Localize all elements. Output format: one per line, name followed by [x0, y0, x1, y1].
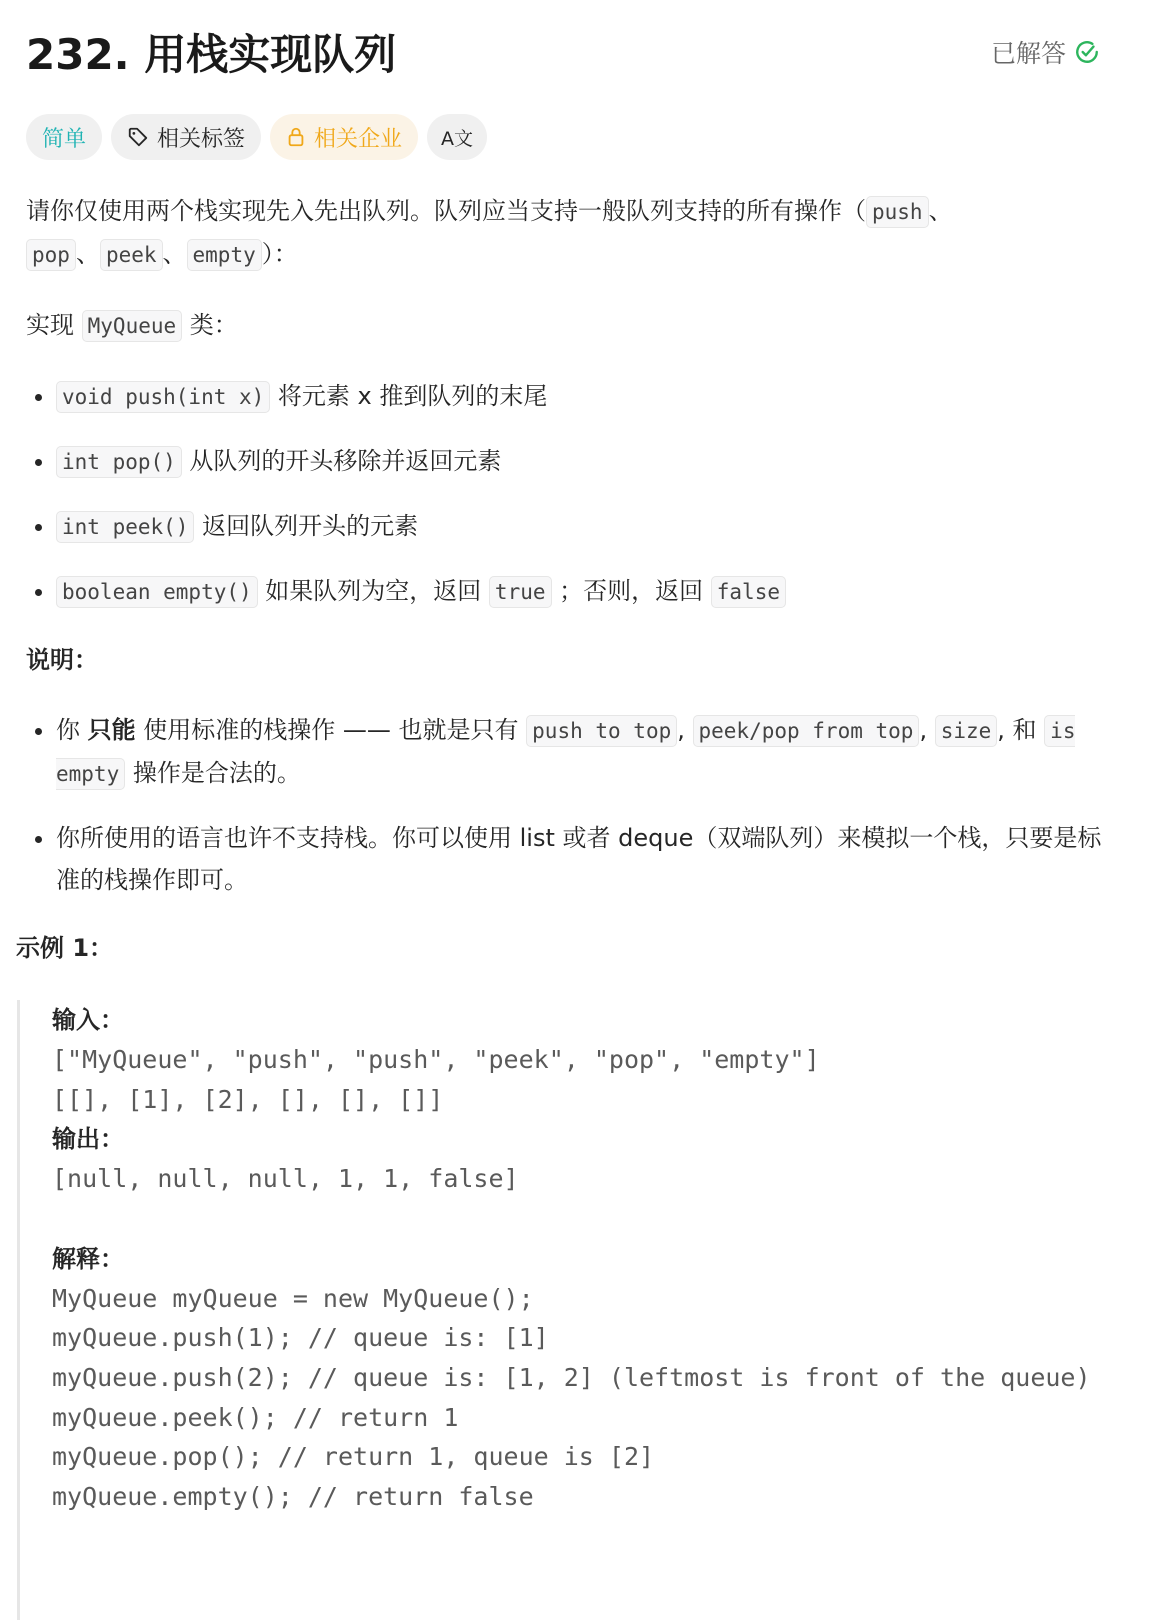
op-pop: pop [26, 239, 76, 271]
method-code: void push(int x) [56, 381, 270, 413]
note-text: , 和 [997, 716, 1045, 744]
note-code: size [935, 715, 998, 747]
solved-status [991, 34, 1100, 70]
example-block [17, 1000, 1127, 1620]
list-item [56, 505, 1106, 548]
list-item [56, 709, 1106, 795]
method-code: int pop() [56, 446, 182, 478]
method-text: 返回队列开头的元素 [194, 512, 419, 540]
note-code: peek/pop from top [693, 715, 920, 747]
method-text: 从队列的开头移除并返回元素 [181, 447, 502, 475]
list-item [56, 440, 1106, 483]
intro-text: 请你仅使用两个栈实现先入先出队列。队列应当支持一般队列支持的所有操作（ [26, 197, 866, 225]
note-text: , [677, 716, 693, 744]
lock-icon [286, 126, 306, 148]
method-code: int peek() [56, 511, 194, 543]
related-companies-label: 相关企业 [314, 126, 403, 152]
note-text: , [919, 716, 935, 744]
list-item: • 你所使用的语言也许不支持栈。你可以使用 list 或者 deque（双端队列）来模拟一个栈，只要是标准的栈操作即可。 [56, 817, 1106, 901]
impl-prefix: 实现 [26, 311, 82, 339]
related-tags-label: 相关标签 [157, 126, 246, 152]
sep: 、 [928, 197, 953, 225]
method-list [26, 375, 1106, 613]
input-code: ["MyQueue", "push", "push", "peek", "pop", "empty"] [[], [1], [2], [], [], []] [52, 1045, 820, 1114]
op-peek: peek [100, 239, 163, 271]
notes-list [26, 709, 1106, 901]
font-size-button[interactable]: A文 [427, 114, 487, 160]
check-circle-icon [1074, 39, 1100, 65]
op-push: push [866, 196, 929, 228]
note-text: 你 [56, 716, 88, 744]
method-code: false [711, 576, 786, 608]
header [26, 22, 1100, 82]
tag-row [26, 114, 487, 160]
method-text: 将元素 x 推到队列的末尾 [270, 382, 548, 410]
explain-code: MyQueue myQueue = new MyQueue(); myQueue.push(1); // queue is: [1] myQueue.push(2); // queue is: [1, 2] (leftmost is front of the queue) myQueue.peek(); // return 1 myQueue.pop(); // return 1, queue is [2] myQueue.empty(); // return false [52, 1283, 1091, 1511]
related-tags-button[interactable] [111, 114, 261, 160]
op-empty: empty [187, 239, 262, 271]
impl-paragraph [26, 304, 1106, 347]
method-code: true [489, 576, 552, 608]
explain-label: 解释： [52, 1244, 124, 1273]
method-text: 如果队列为空，返回 [257, 577, 489, 605]
notes-title: 说明： [26, 646, 98, 674]
example-title: 示例 1： [16, 934, 114, 962]
note-text: 操作是合法的。 [125, 759, 301, 787]
intro-end: ）： [261, 240, 298, 268]
difficulty-badge[interactable]: 简单 [26, 114, 102, 160]
page-title: 232. 用栈实现队列 [26, 30, 397, 79]
output-label: 输出： [52, 1125, 124, 1154]
method-text: ；否则，返回 [551, 577, 711, 605]
problem-description [26, 190, 1106, 927]
note-code: push to top [526, 715, 677, 747]
related-companies-button[interactable] [270, 114, 418, 160]
impl-class: MyQueue [82, 310, 183, 342]
impl-suffix: 类： [182, 311, 238, 339]
list-item [56, 375, 1106, 418]
solved-label: 已解答 [990, 39, 1066, 68]
sep: 、 [162, 240, 187, 268]
list-item [56, 570, 1106, 613]
method-code: boolean empty() [56, 576, 258, 608]
input-label: 输入： [52, 1006, 124, 1034]
sep: 、 [75, 240, 100, 268]
intro-paragraph [26, 190, 1106, 276]
tag-icon [127, 126, 149, 148]
output-code: [null, null, null, 1, 1, false] [52, 1164, 519, 1194]
note-emphasis: 只能 [87, 716, 136, 744]
note-text: 使用标准的栈操作 —— 也就是只有 [135, 716, 527, 744]
note-code: is empty [56, 715, 1075, 790]
